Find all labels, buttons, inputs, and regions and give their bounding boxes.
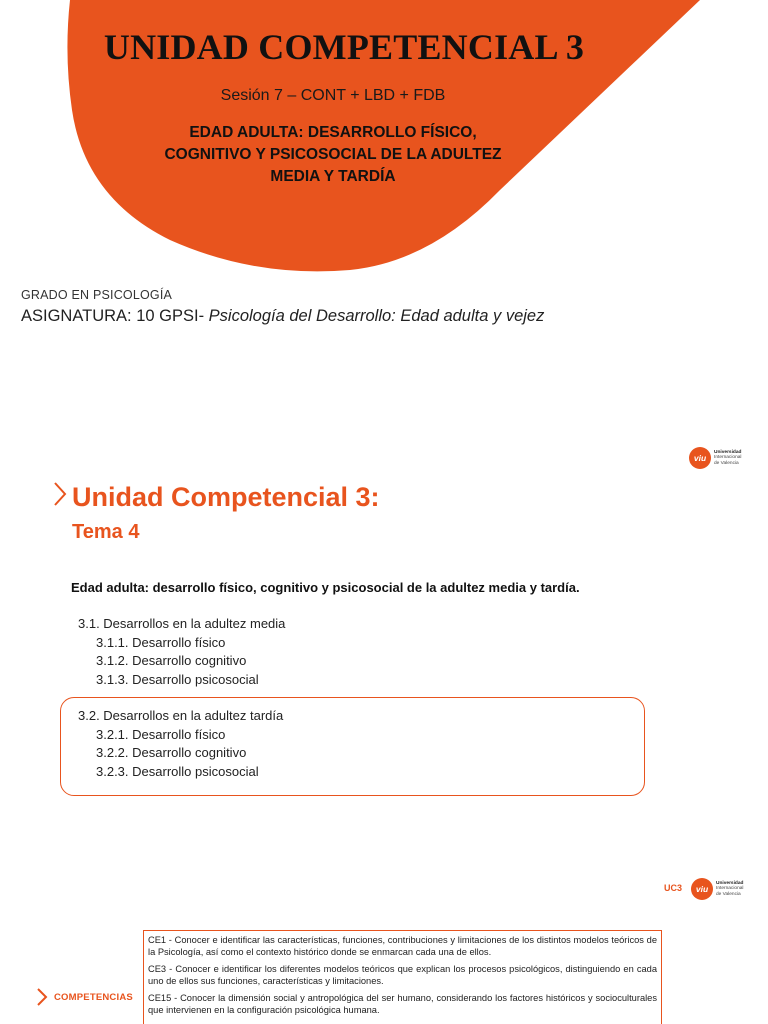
unit-tag: UC3: [664, 883, 683, 893]
topic-line: EDAD ADULTA: DESARROLLO FÍSICO,: [189, 124, 477, 141]
competency-item: CE1 - Conocer e identificar las características, funciones, contribuciones y limitaciones de los distintos modelos teóricos de la Psicología, así como el contexto histórico donde se enmarcan cada una de ellos.: [148, 935, 657, 957]
subsection-item: 3.2.1. Desarrollo físico: [96, 726, 226, 742]
degree-label: GRADO EN PSICOLOGÍA: [21, 288, 173, 302]
logo-text: [714, 450, 741, 467]
logo-line: Internacional: [714, 455, 742, 461]
subject-name: Psicología del Desarrollo: Edad adulta y vejez: [208, 307, 545, 325]
topic-line: MEDIA Y TARDÍA: [270, 168, 396, 185]
logo-text: [716, 881, 743, 898]
chevron-right-icon: [36, 987, 48, 1007]
chevron-right-icon: [53, 481, 67, 507]
subsection-item: 3.2.3. Desarrollo psicosocial: [96, 763, 259, 779]
competency-item: CE3 - Conocer e identificar los diferentes modelos teóricos que explican los procesos psicológicos, distinguiendo en cada uno de ellos sus funciones, características y limitaciones.: [148, 964, 657, 986]
unit-title: Unidad Competencial 3:: [72, 482, 380, 512]
topic-title: [150, 122, 516, 188]
logo-mark: viu: [691, 878, 713, 900]
contents-slide: [0, 432, 768, 824]
subsection-item: 3.2.2. Desarrollo cognitivo: [96, 745, 247, 760]
competencies-box: [143, 930, 662, 1024]
subject-label: [21, 307, 544, 326]
section-title: 3.1. Desarrollos en la adultez media: [78, 616, 286, 631]
logo-mark: viu: [689, 447, 711, 469]
unit-subtitle: Tema 4: [72, 521, 140, 543]
competencies-label: COMPETENCIAS: [54, 992, 133, 1003]
competencies-slide: [0, 864, 768, 1024]
section-list: [78, 707, 283, 781]
session-label: Sesión 7 – CONT + LBD + FDB: [220, 87, 446, 104]
topic-line: COGNITIVO Y PSICOSOCIAL DE LA ADULTEZ: [164, 146, 502, 163]
subsection-item: 3.1.1. Desarrollo físico: [96, 634, 226, 650]
logo-line: Universidad: [716, 880, 744, 886]
section-title: 3.2. Desarrollos en la adultez tardía: [78, 708, 284, 723]
competency-item: CE15 - Conocer la dimensión social y antropológica del ser humano, considerando los factores históricos y socioculturales que intervienen en la configuración psicológica humana.: [148, 993, 657, 1015]
title-slide: [0, 0, 768, 400]
viu-logo: [691, 878, 743, 900]
contents-heading: Edad adulta: desarrollo físico, cognitivo y psicosocial de la adultez media y tardía.: [71, 580, 580, 595]
subject-prefix: ASIGNATURA: 10 GPSI-: [21, 307, 209, 325]
slide-title: UNIDAD COMPETENCIAL 3: [103, 27, 585, 67]
logo-line: Internacional: [716, 886, 744, 892]
subsection-item: 3.1.3. Desarrollo psicosocial: [96, 671, 259, 687]
logo-line: de Valencia: [714, 460, 739, 466]
logo-line: de Valencia: [716, 891, 741, 897]
subsection-item: 3.1.2. Desarrollo cognitivo: [96, 653, 247, 668]
logo-line: Universidad: [714, 449, 742, 455]
viu-logo: [689, 447, 741, 469]
section-list: [78, 615, 285, 689]
